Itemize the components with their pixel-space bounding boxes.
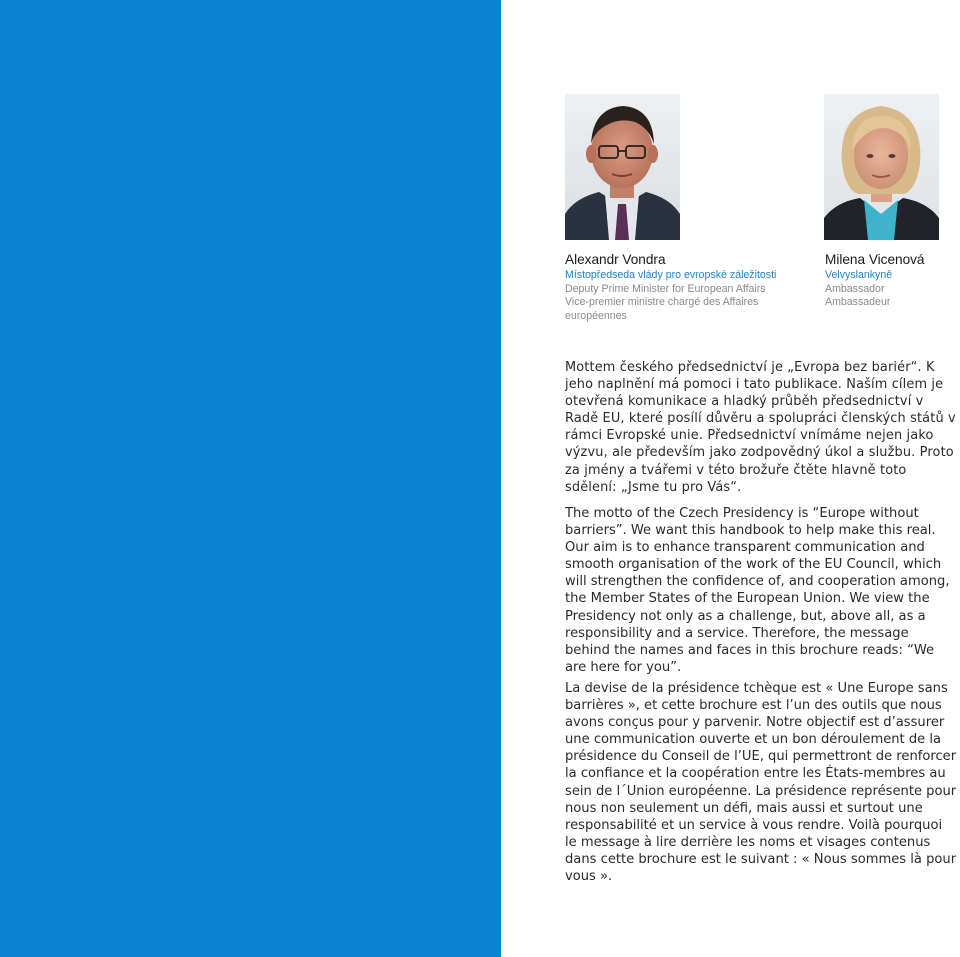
person-role-cz: Velvyslankyně xyxy=(825,269,893,281)
person-name: Alexandr Vondra xyxy=(565,252,666,267)
paragraph-french xyxy=(565,680,957,885)
person-caption-vondra xyxy=(565,252,805,323)
paragraph-english xyxy=(565,505,957,676)
paragraph-english-text: The motto of the Czech Presidency is “Europe without barriers”. We want this handbook to help make this real. Our aim is to enhance transparent communication and smooth organisation of the work of the EU Council, which will strengthen the confidence of, and cooperation among, the Member States of the European Union. We view the Presidency not only as a challenge, but, above all, as a responsibility and a service. Therefore, the message behind the names and faces in this brochure reads: “We are here for you”. xyxy=(565,506,950,675)
person-caption-vicenova xyxy=(825,252,955,310)
person-role-fr: Vice-premier ministre chargé des Affaires européennes xyxy=(565,296,759,322)
paragraph-czech-text: Mottem českého předsednictví je „Evropa bez bariér“. K jeho naplnění má pomoci i tato publikace. Naším cílem je otevřená komunikace a hladký průběh předsednictví v Radě EU, které posílí důvěru a spolupráci členských států v rámci Evropské unie. Předsednictví vnímáme nejen jako výzvu, ale především jako zodpovědný úkol a službu. Proto za jmény a tvářemi v této brožuře čtěte hlavně toto sdělení: „Jsme tu pro Vás“. xyxy=(565,360,956,495)
paragraph-french-text: La devise de la présidence tchèque est « Une Europe sans barrières », et cette brochure est l’un des outils que nous avons conçus pour y parvenir. Notre objectif est d’assurer une communication ouverte et un bon déroulement de la présidence du Conseil de l’UE, qui permettront de renforcer la confiance et la coopération entre les États-membres au sein de l´Union européenne. La présidence représente pour nous non seulement un défi, mais aussi et surtout une responsabilité et un service à vous rendre. Voilà pourquoi le message à lire derrière les noms et visages contenus dans cette brochure est le suivant : « Nous sommes là pour vous ». xyxy=(565,681,957,885)
portrait-man-photo xyxy=(565,94,680,240)
portrait-woman-photo xyxy=(824,94,939,240)
person-role-en: Deputy Prime Minister for European Affairs xyxy=(565,282,766,295)
person-role-en: Ambassador xyxy=(825,282,885,295)
person-name: Milena Vicenová xyxy=(825,252,925,267)
paragraph-czech xyxy=(565,359,957,496)
person-role-fr: Ambassadeur xyxy=(825,296,891,308)
person-role-cz: Místopředseda vlády pro evropské záležitosti xyxy=(565,269,777,281)
